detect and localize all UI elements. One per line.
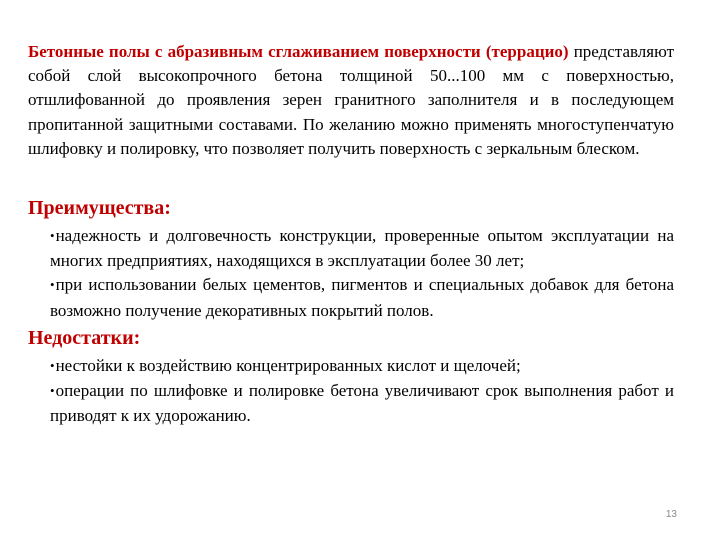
bullet-icon: • — [50, 277, 55, 293]
advantage-item — [50, 224, 674, 273]
disadvantage-item — [50, 379, 674, 428]
intro-body: представляют собой слой высокопрочного бетона толщиной 50...100 мм с поверхностью, отшлифованной до проявления зерен гранитного заполнителя и в последующем пропитанной защитными составами. По желанию можно применять многоступенчатую шлифовку и полировку, что позволяет получить поверхность с зеркальным блеском. — [28, 42, 675, 158]
intro-lead: Бетонные полы с абразивным сглаживанием поверхности (террацио) — [28, 42, 569, 61]
advantages-list — [28, 224, 674, 323]
disadvantage-text: операции по шлифовке и полировке бетона увеличивают срок выполнения работ и приводят к их удорожанию. — [50, 381, 674, 426]
bullet-icon: • — [50, 357, 55, 373]
advantage-text: надежность и долговечность конструкции, проверенные опытом эксплуатации на многих предприятиях, находящихся в эксплуатации более 30 лет; — [50, 226, 674, 271]
advantage-text: при использовании белых цементов, пигментов и специальных добавок для бетона возможно получение декоративных покрытий полов. — [50, 275, 674, 320]
disadvantages-list — [28, 354, 674, 429]
disadvantage-text: нестойки к воздействию концентрированных кислот и щелочей; — [55, 355, 521, 375]
advantages-heading: Преимущества: — [28, 197, 171, 220]
slide-content — [28, 40, 674, 428]
intro-paragraph — [28, 40, 674, 161]
bullet-icon: • — [50, 383, 55, 399]
bullet-icon: • — [50, 228, 55, 244]
page-number: 13 — [665, 509, 677, 520]
disadvantages-heading: Недостатки: — [28, 326, 141, 349]
advantage-item — [50, 273, 674, 322]
disadvantage-item — [50, 354, 674, 379]
